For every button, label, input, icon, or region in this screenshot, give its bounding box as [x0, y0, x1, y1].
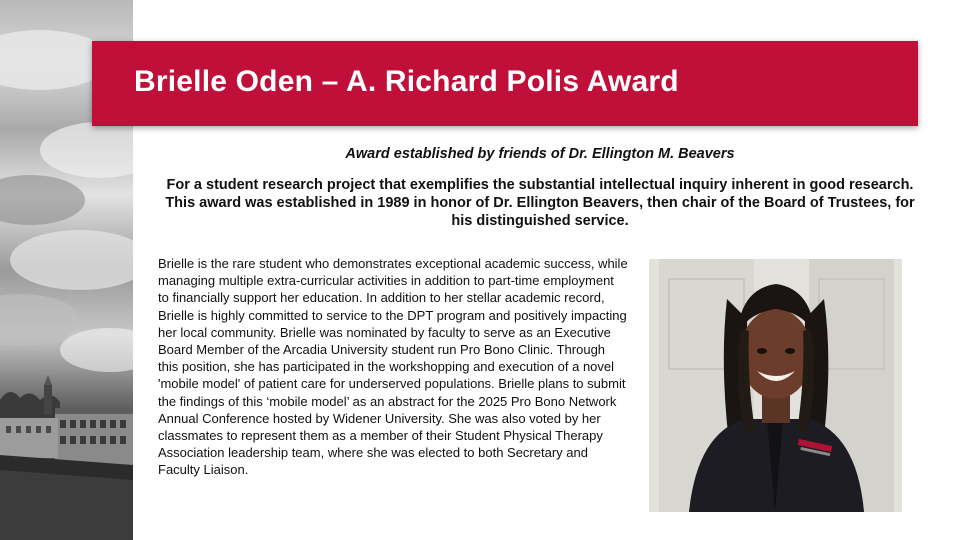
student-portrait-photo — [649, 259, 902, 512]
award-description: For a student research project that exemplifies the substantial intellectual inquiry inherent in good research. This award was established in 1989 in honor of Dr. Ellington Beavers, then chair of the Board of Trustees, for his distinguished service. — [165, 177, 915, 229]
award-subtitle: Award established by friends of Dr. Ellington M. Beavers — [345, 146, 735, 162]
title-banner — [92, 41, 918, 126]
student-bio: Brielle is the rare student who demonstrates exceptional academic success, while managing multiple extra-curricular activities in addition to part-time employment to financially support her education. In addition to her stellar academic record, Brielle is highly committed to service to the DPT program and positively impacting her local community. Brielle was nominated by faculty to serve as an Executive Board Member of the Arcadia University student run Pro Bono Clinic. Through this position, she has participated in the workshopping and execution of a novel 'mobile model' of patient care for underserved populations. Brielle plans to submit the findings of this ‘mobile model’ as an abstract for the 2025 Pro Bono Network Annual Conference hosted by Widener University. She was also voted by her classmates to represent them as a member of their Student Physical Therapy Association leadership team, where she was elected to both Secretary and Faculty Liaison. — [158, 256, 628, 478]
page-title: Brielle Oden – A. Richard Polis Award — [134, 65, 679, 98]
